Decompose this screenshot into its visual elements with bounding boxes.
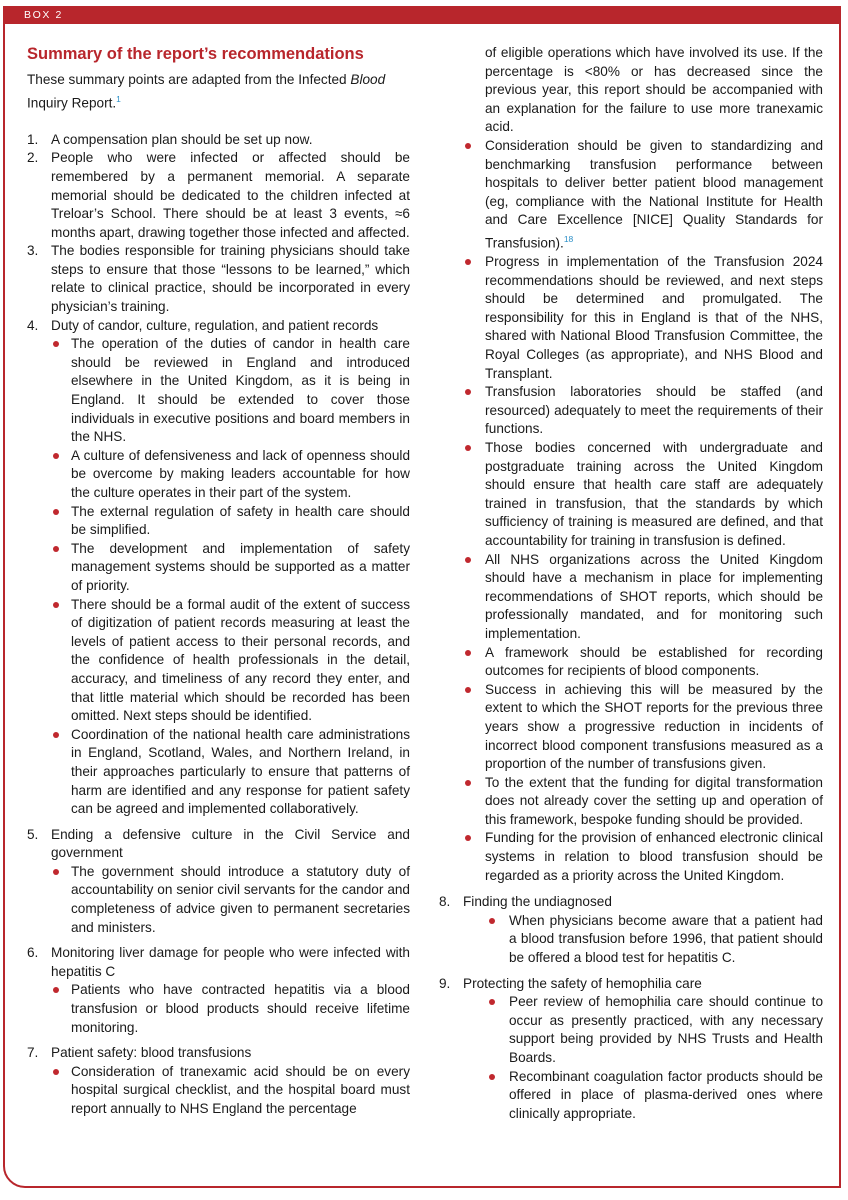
item-heading: Patient safety: blood transfusions (51, 1045, 252, 1061)
item-number: 4. (27, 317, 39, 333)
bullet-item (463, 774, 823, 830)
item-heading: People who were infected or affected should be remembered by a permanent memorial. A separate memorial should be dedicated to the children infected at Treloar’s School. There should be at least 3 events, ≈6 months apart, drawing together those infected and affected. (51, 150, 410, 240)
bullet-item (463, 383, 823, 439)
right-column (439, 44, 823, 1130)
recommendation-item (439, 893, 823, 967)
recommendation-item (27, 242, 410, 316)
bullet-dot-icon (489, 918, 495, 924)
bullet-dot-icon (53, 509, 59, 515)
item-heading: A compensation plan should be set up now. (51, 131, 313, 147)
citation-reference[interactable]: 18 (563, 233, 574, 244)
bullet-item (51, 503, 410, 540)
bullet-dot-icon (53, 987, 59, 993)
item-bullets (51, 863, 410, 937)
bullet-dot-icon (53, 453, 59, 459)
bullet-dot-icon (465, 557, 471, 563)
bullet-item (487, 993, 823, 1067)
bullet-dot-icon (53, 546, 59, 552)
bullet-dot-icon (53, 732, 59, 738)
bullet-item (463, 644, 823, 681)
bullet-dot-icon (53, 1069, 59, 1075)
bullet-item (463, 829, 823, 885)
bullet-text: There should be a formal audit of the extent of success of digitization of patient records measuring at least the levels of patient access to their personal records, and the confidence of health professionals in the detail, accuracy, and timeliness of any record they enter, and that little material which should be recorded has been omitted. Next steps should be identified. (71, 596, 410, 724)
item-heading: The bodies responsible for training physicians should take steps to ensure that those “lessons to be learned,” which relate to clinical practice, should be incorporated in every physician’s training. (51, 243, 410, 315)
intro-paragraph: These summary points are adapted from the Infected Blood Inquiry Report.$^1$ (27, 72, 386, 111)
bullet-item (487, 912, 823, 968)
bullet-item (463, 253, 823, 383)
bullet-dot-icon (489, 999, 495, 1005)
intro-reference[interactable]: 1 (116, 93, 121, 104)
bullet-text: Progress in implementation of the Transfusion 2024 recommendations should be reviewed, and next steps should be determined and promulgated. The responsibility for this in England is that of the NHS, shared with National Blood Transfusion Committee, the Royal Colleges (as appropriate), and NHS Blood and Transplant. (485, 254, 823, 381)
bullet-dot-icon (465, 143, 471, 149)
bullet-text: Consideration should be given to standardizing and benchmarking transfusion performance between hospitals to deliver better patient blood management (eg, compliance with the National Institute for Health and Care Excellence [NICE] Quality Standards for Transfusion).$^{18}$ (485, 137, 823, 251)
item-bullets (51, 1063, 410, 1119)
bullet-dot-icon (465, 445, 471, 451)
recommendation-item (27, 826, 410, 938)
bullet-item (51, 596, 410, 726)
recommendation-item (27, 1044, 410, 1118)
item-bullets (51, 981, 410, 1037)
bullet-text: When physicians become aware that a patient had a blood transfusion before 1996, that patient should be offered a blood test for hepatitis C. (509, 912, 823, 966)
bullet-text: The external regulation of safety in health care should be simplified. (71, 503, 410, 538)
item-heading: Ending a defensive culture in the Civil Service and government (51, 826, 410, 861)
left-column (27, 44, 410, 1126)
bullet-dot-icon (465, 389, 471, 395)
bullet-item (463, 681, 823, 774)
bullet-dot-icon (53, 602, 59, 608)
bullet-item (51, 1063, 410, 1119)
recommendation-item (27, 317, 410, 819)
bullet-text: Peer review of hemophilia care should continue to occur as presently practiced, with any necessary support being provided by NHS Trusts and Health Boards. (509, 994, 823, 1065)
bullet-text: All NHS organizations across the United Kingdom should have a mechanism in place for implementing recommendations of SHOT reports, which should be professionally mandated, and for monitoring such implementation. (485, 551, 823, 641)
recommendations-list-part-1 (27, 131, 410, 1119)
recommendation-item (27, 131, 410, 150)
bullet-dot-icon (465, 780, 471, 786)
bullet-item (51, 726, 410, 819)
box-label: BOX 2 (3, 6, 841, 24)
bullet-item (51, 447, 410, 503)
item-heading: Monitoring liver damage for people who were infected with hepatitis C (51, 945, 410, 979)
bullet-item (463, 137, 823, 253)
item-number: 3. (27, 243, 39, 259)
recommendation-item (439, 975, 823, 1124)
recommendation-item (27, 944, 410, 1037)
bullet-item (487, 1068, 823, 1124)
bullet-item (51, 335, 410, 447)
bullet-dot-icon (53, 869, 59, 875)
bullet-text: Success in achieving this will be measured by the extent to which the SHOT reports for the previous three years show a progressive reduction in incidents of incorrect blood component transfusions measured as a proportion of the number of transfusions given. (485, 681, 823, 772)
item-number: 8. (439, 894, 451, 910)
bullet-item (51, 540, 410, 596)
bullet-text: Consideration of tranexamic acid should be on every hospital surgical checklist, and the hospital board must report annually to NHS England the percentage (71, 1063, 410, 1116)
bullet-text: The development and implementation of safety management systems should be supported as a matter of priority. (71, 540, 410, 593)
bullet-text: The government should introduce a statutory duty of accountability on senior civil servants for the candor and completeness of advice given to permanent secretaries and ministers. (71, 863, 410, 935)
item-heading: Protecting the safety of hemophilia care (463, 975, 702, 991)
bullet-dot-icon (465, 687, 471, 693)
bullet-text: Transfusion laboratories should be staffed (and resourced) adequately to meet the requirements of their functions. (485, 384, 823, 437)
transfusion-bullets (439, 137, 823, 885)
bullet-dot-icon (53, 341, 59, 347)
bullet-text: A framework should be established for recording outcomes for recipients of blood components. (485, 644, 823, 679)
bullet-text: Those bodies concerned with undergraduate and postgraduate training across the United Kingdom should ensure that health care staff are adequately trained in transfusion, that the standards by which sufficiency of training is measured are defined, and that accountability for training in transfusion is defined. (485, 440, 823, 548)
bullet-text: Recombinant coagulation factor products should be offered in place of plasma-derived ones where clinically appropriate. (509, 1068, 823, 1121)
bullet-item (463, 439, 823, 551)
bullet-text: Coordination of the national health care administrations in England, Scotland, Wales, and Northern Ireland, in their approaches particularly to ensure that patterns of harm are identified and any response for patient safety can be agreed and implemented collaboratively. (71, 726, 410, 817)
bullet-text: Funding for the provision of enhanced electronic clinical systems in relation to blood transfusion should be regarded as a priority across the United Kingdom. (485, 830, 823, 883)
item-bullets (463, 912, 823, 968)
bullet-item (463, 551, 823, 644)
item-heading: Duty of candor, culture, regulation, and patient records (51, 317, 379, 333)
bullet-dot-icon (465, 650, 471, 656)
item-bullets (51, 335, 410, 818)
continuation-paragraph: of eligible operations which have involved its use. If the percentage is <80% or has decreased since the previous year, this report should be accompanied with an explanation for the failure to use more tranexamic acid. (485, 45, 823, 135)
bullet-dot-icon (465, 835, 471, 841)
item-number: 9. (439, 975, 451, 991)
item-number: 6. (27, 945, 39, 961)
recommendations-list-part-2 (439, 893, 823, 1123)
bullet-dot-icon (489, 1074, 495, 1080)
item-number: 5. (27, 826, 39, 842)
bullet-item (51, 981, 410, 1037)
bullet-text: To the extent that the funding for digital transformation does not already cover the setting up and operation of this framework, bespoke funding should be provided. (485, 774, 823, 827)
recommendation-item (27, 149, 410, 242)
bullet-text: Patients who have contracted hepatitis via a blood transfusion or blood products should receive lifetime monitoring. (71, 982, 410, 1035)
box-title: Summary of the report’s recommendations (27, 45, 364, 63)
bullet-text: The operation of the duties of candor in health care should be reviewed in England and introduced elsewhere in the United Kingdom, as it is being in England. It should be extended to cover those individuals in executive positions and board members in the NHS. (71, 336, 410, 445)
item-number: 1. (27, 131, 39, 147)
item-heading: Finding the undiagnosed (463, 894, 612, 910)
bullet-item (51, 863, 410, 937)
bullet-dot-icon (465, 259, 471, 265)
bullet-text: A culture of defensiveness and lack of openness should be overcome by making leaders accountable for how the culture operates in their part of the system. (71, 447, 410, 500)
item-number: 7. (27, 1045, 39, 1061)
item-bullets (463, 993, 823, 1123)
item-number: 2. (27, 150, 39, 166)
